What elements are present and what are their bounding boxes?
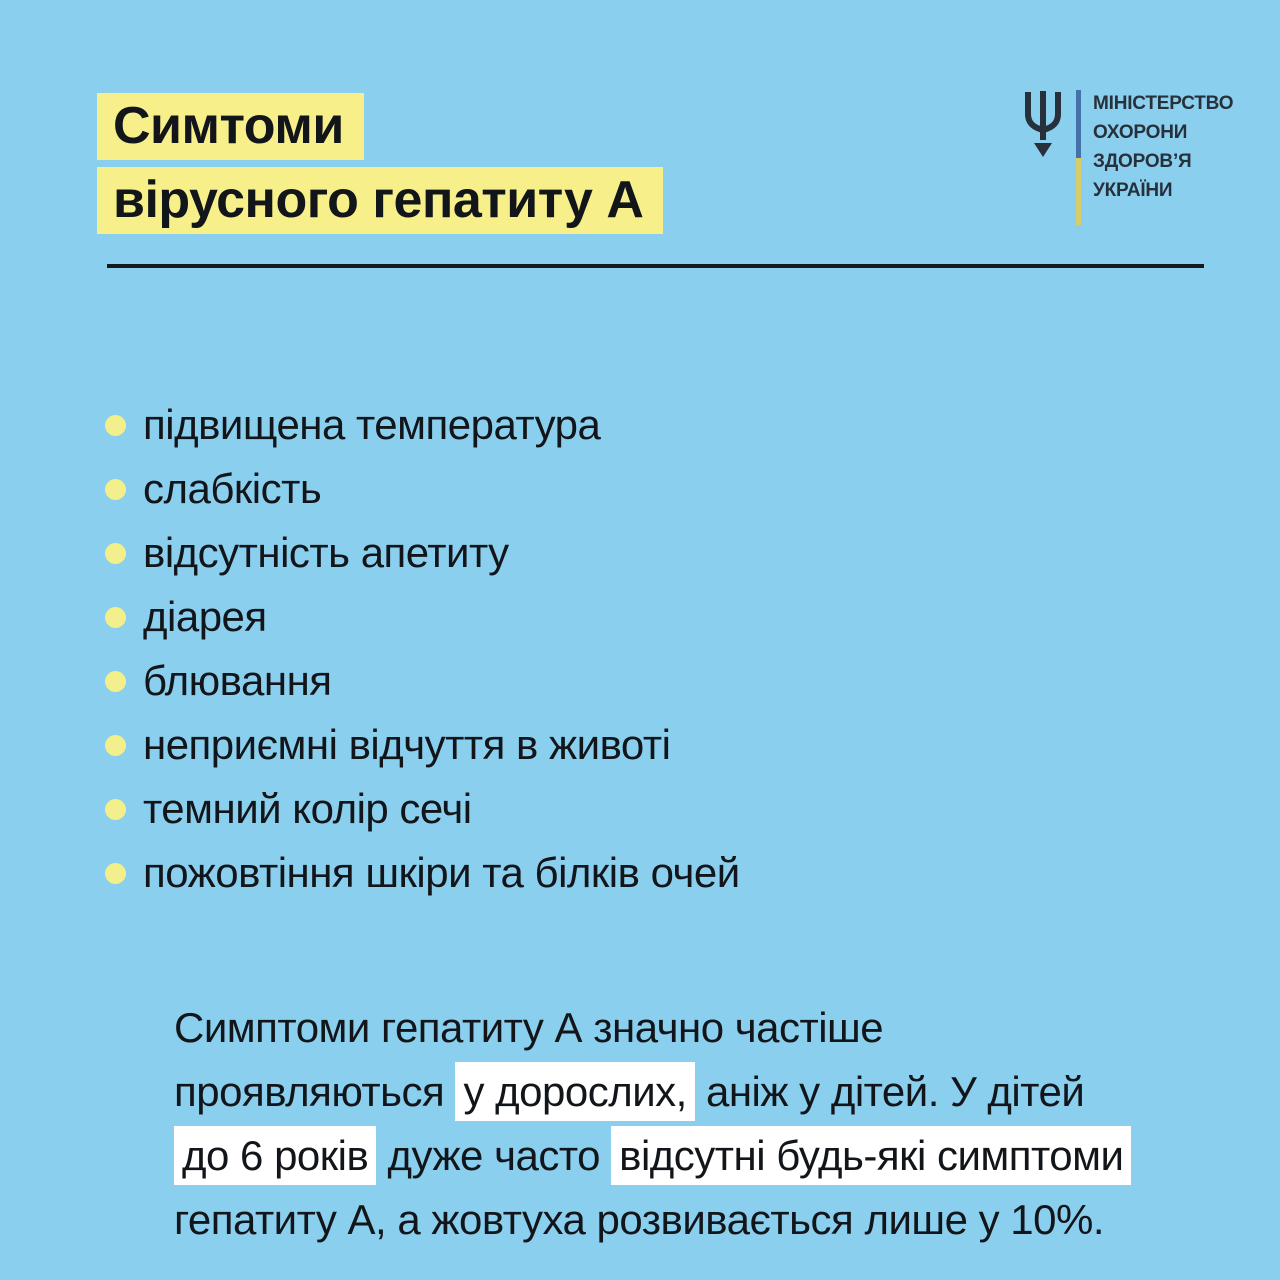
list-item (105, 393, 740, 457)
ministry-name-line: ЗДОРОВ’Я (1093, 151, 1192, 172)
paragraph-highlight: відсутні будь-які симптоми (611, 1126, 1131, 1185)
paragraph-highlight: у дорослих, (455, 1062, 694, 1121)
list-item (105, 585, 740, 649)
paragraph-segment: аніж у дітей. У дітей (694, 1068, 1085, 1115)
symptom-text: неприємні відчуття в животі (143, 721, 671, 768)
paragraph-segment: гепатиту А, а жовтуха розвивається лише у 10%. (174, 1196, 1105, 1243)
title-divider (107, 264, 1204, 268)
page-title-line-2: вірусного гепатиту А (97, 167, 663, 234)
paragraph-highlight: до 6 років (174, 1126, 376, 1185)
symptom-text: підвищена температура (143, 401, 601, 448)
bullet-dot-icon (105, 735, 126, 756)
list-item (105, 777, 740, 841)
info-paragraph (107, 932, 1131, 1243)
list-item (105, 649, 740, 713)
flag-bar-yellow (1076, 158, 1081, 225)
symptom-text: діарея (143, 593, 267, 640)
ministry-name-line: УКРАЇНИ (1093, 180, 1173, 201)
page-title-line-1: Симтоми (97, 93, 364, 160)
symptom-text: слабкість (143, 465, 322, 512)
bullet-dot-icon (105, 479, 126, 500)
flag-bar (1076, 90, 1081, 225)
paragraph-segment: проявляються (174, 1068, 456, 1115)
bullet-dot-icon (105, 863, 126, 884)
paragraph-line (107, 932, 1131, 1051)
ministry-name (1093, 89, 1233, 205)
symptom-text: відсутність апетиту (143, 529, 509, 576)
page-title (97, 93, 663, 241)
list-item (105, 713, 740, 777)
ministry-name-line: МІНІСТЕРСТВО (1093, 93, 1234, 114)
bullet-dot-icon (105, 799, 126, 820)
bullet-dot-icon (105, 607, 126, 628)
list-item (105, 841, 740, 905)
ukraine-trident-icon (1020, 88, 1066, 158)
bullet-dot-icon (105, 415, 126, 436)
paragraph-segment: дуже часто (376, 1132, 612, 1179)
symptom-text: темний колір сечі (143, 785, 472, 832)
list-item (105, 457, 740, 521)
bullet-dot-icon (105, 671, 126, 692)
ministry-logo (1020, 86, 1233, 225)
symptoms-list (105, 393, 740, 905)
symptom-text: блювання (143, 657, 332, 704)
ministry-name-line: ОХОРОНИ (1093, 122, 1188, 143)
symptom-text: пожовтіння шкіри та білків очей (143, 849, 740, 896)
list-item (105, 521, 740, 585)
bullet-dot-icon (105, 543, 126, 564)
paragraph-segment: Симптоми гепатиту А значно частіше (174, 1004, 884, 1051)
flag-bar-blue (1076, 90, 1081, 158)
